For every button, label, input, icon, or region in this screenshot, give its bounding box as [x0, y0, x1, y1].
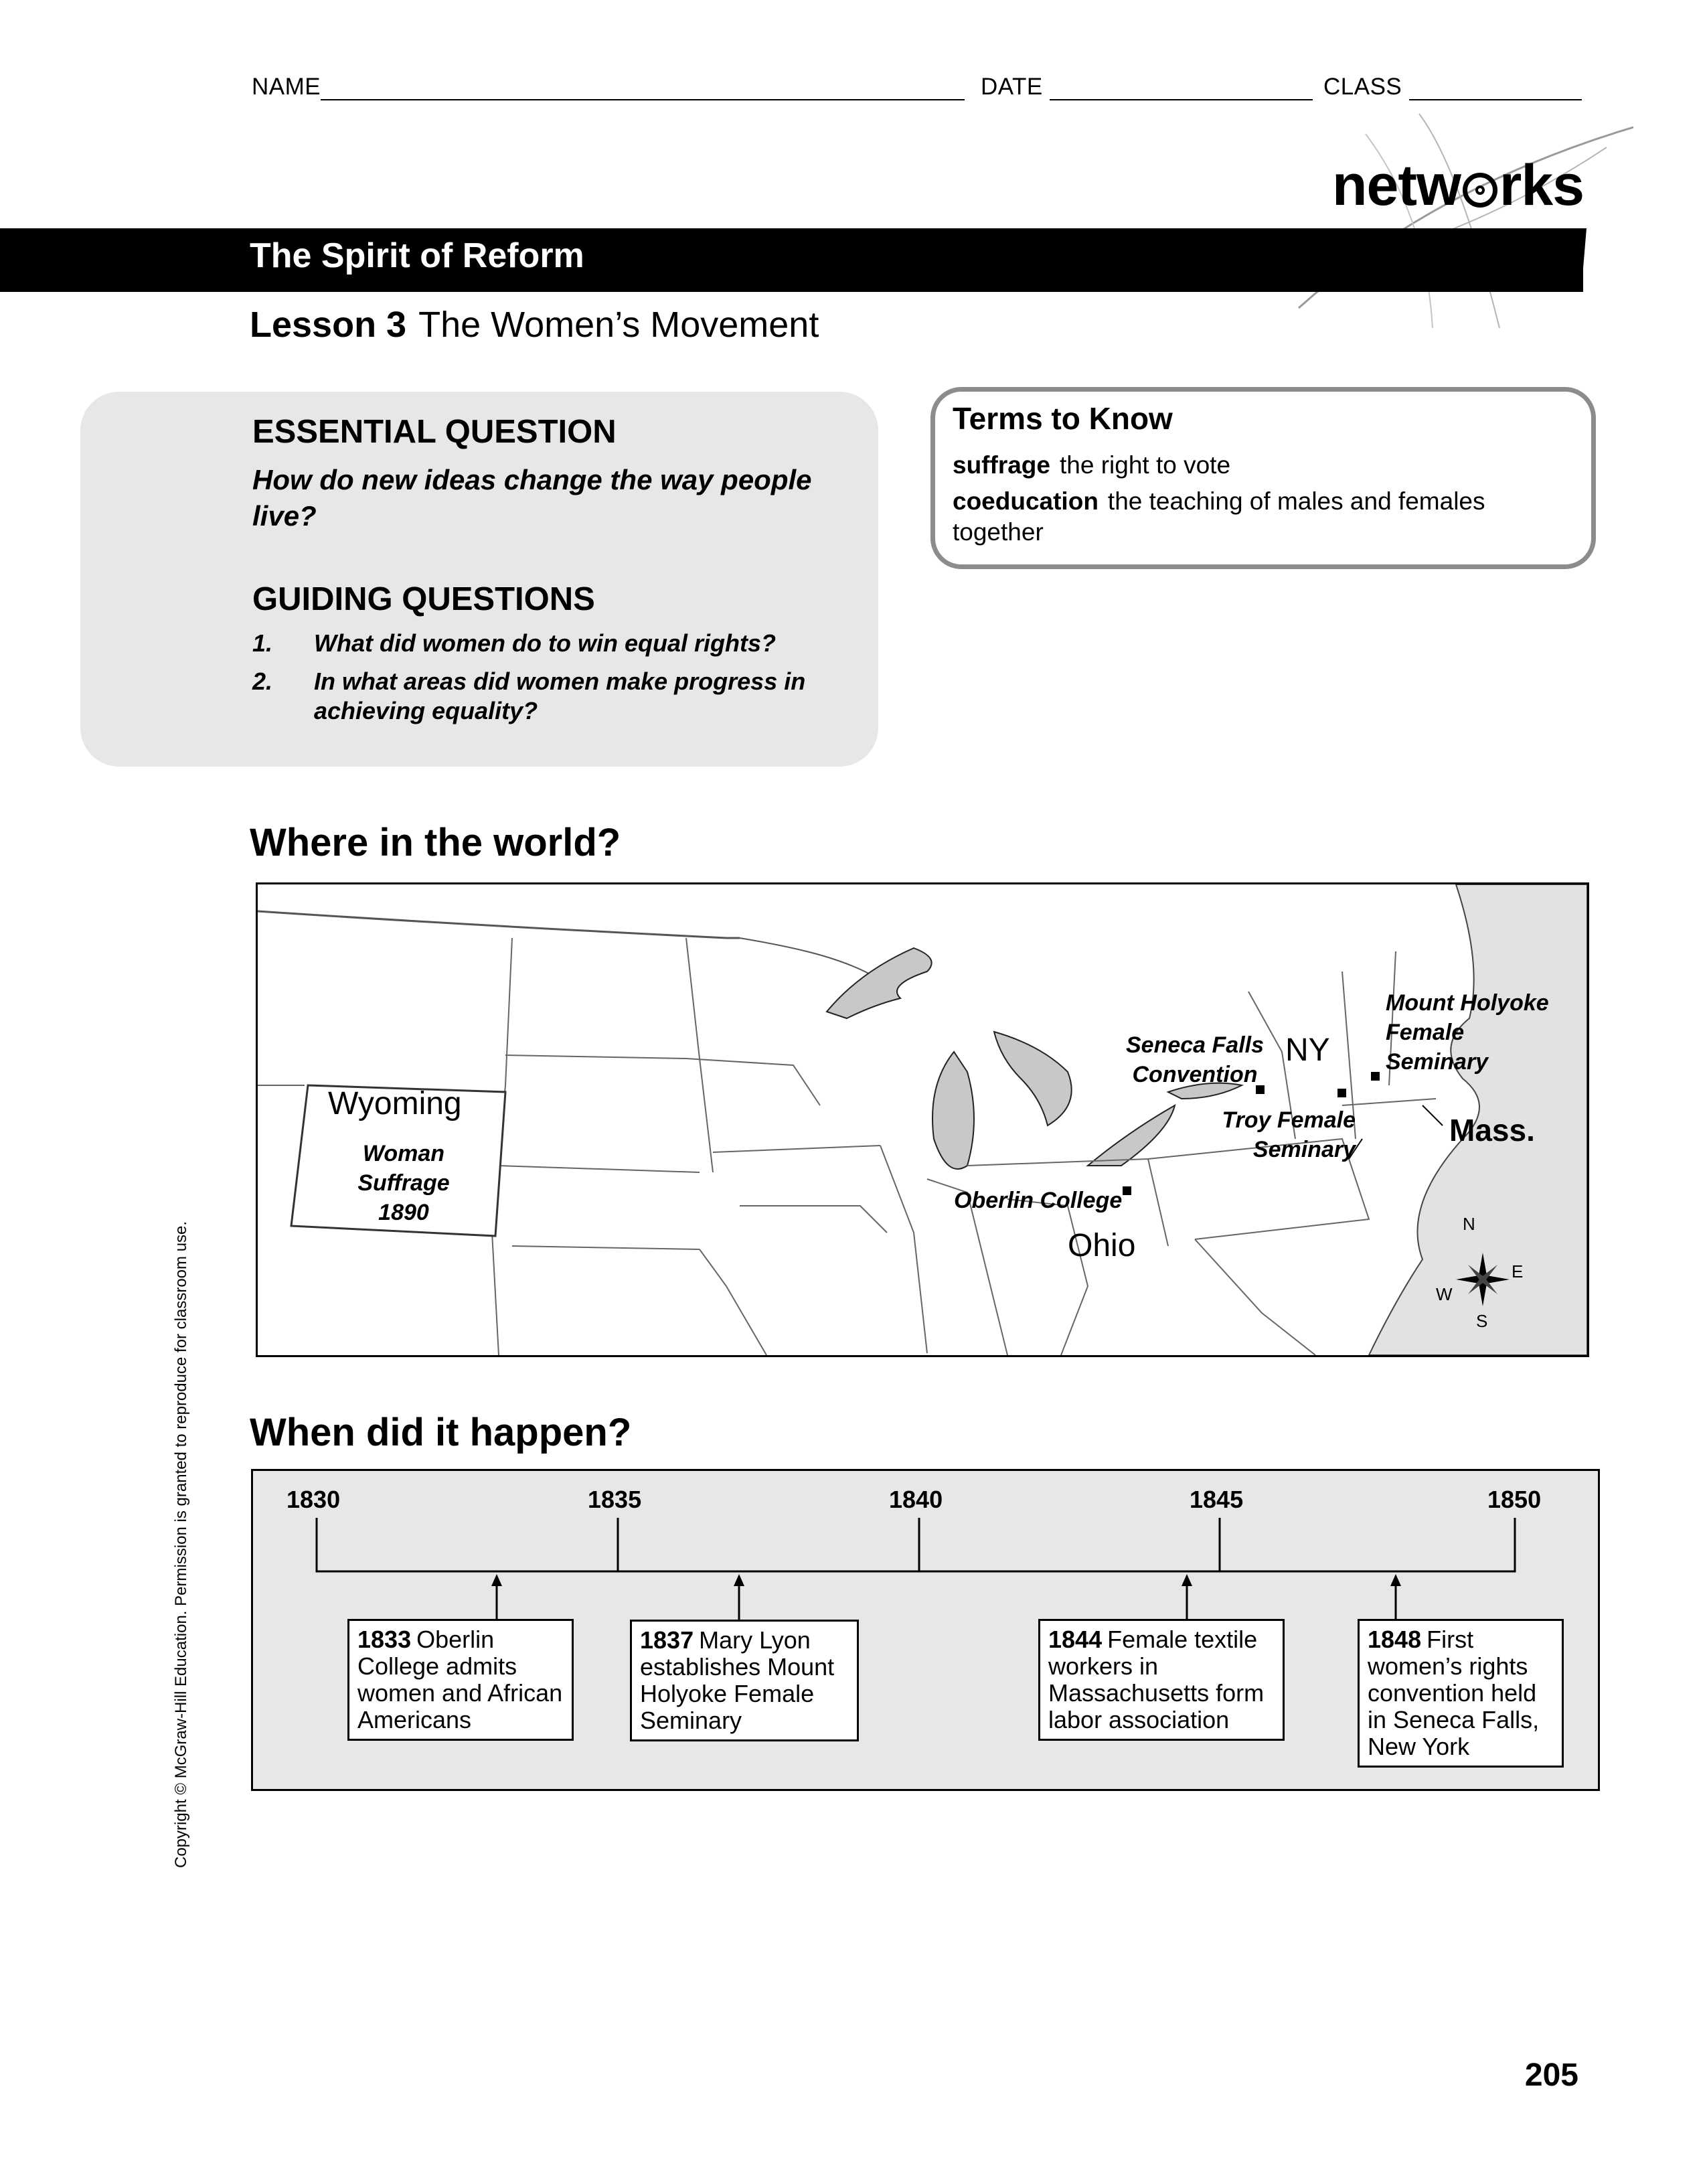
- seneca-falls-label: Seneca Falls Convention: [1125, 1032, 1264, 1087]
- lesson-number: Lesson 3: [250, 305, 407, 345]
- compass-n: N: [1463, 1214, 1475, 1234]
- chapter-banner: [0, 228, 1583, 292]
- name-label: NAME: [252, 74, 321, 100]
- banner-slant: [1573, 228, 1587, 292]
- timeline-year-1845: 1845: [1190, 1486, 1244, 1513]
- term-suffrage: suffrage the right to vote: [953, 451, 1231, 479]
- class-line[interactable]: [1409, 75, 1582, 100]
- mount-holyoke-label: Mount Holyoke Female Seminary: [1386, 990, 1549, 1075]
- arrow-up-icon: [734, 1574, 744, 1586]
- class-field[interactable]: [1323, 74, 1582, 100]
- essential-question-heading: ESSENTIAL QUESTION: [252, 414, 617, 450]
- chapter-title: The Spirit of Reform: [250, 236, 584, 275]
- timeline-year-1850: 1850: [1487, 1486, 1542, 1513]
- copyright-notice: Copyright © McGraw-Hill Education. Permission is granted to reproduce for classroom use.: [172, 1221, 190, 1868]
- oberlin-label: Oberlin College: [954, 1188, 1123, 1213]
- mass-label: Mass.: [1449, 1113, 1535, 1148]
- name-line[interactable]: [321, 75, 965, 100]
- term-coeducation: coeducation the teaching of males and females together: [953, 487, 1485, 546]
- wyoming-suffrage-note: Woman Suffrage 1890: [357, 1141, 450, 1225]
- compass-s: S: [1476, 1311, 1488, 1331]
- arrow-up-icon: [1390, 1574, 1401, 1586]
- timeline-event-1837: 1837 Mary Lyon establishes Mount Holyoke Female Seminary: [630, 1620, 859, 1741]
- terms-title: Terms to Know: [953, 401, 1173, 436]
- page-number: 205: [1524, 2057, 1578, 2093]
- date-field[interactable]: [981, 74, 1313, 100]
- holyoke-leader-line: [1422, 1105, 1443, 1125]
- arrow-up-icon: [491, 1574, 502, 1586]
- timeline-year-1830: 1830: [287, 1486, 341, 1513]
- mount-holyoke-marker: [1371, 1072, 1380, 1081]
- date-line[interactable]: [1050, 75, 1313, 100]
- date-label: DATE: [981, 74, 1043, 100]
- lesson-heading: [250, 304, 819, 345]
- networks-logo: netw rks: [1331, 153, 1584, 218]
- timeline-event-1833: 1833 Oberlin College admits women and African Americans: [347, 1619, 574, 1741]
- troy-seminary-label: Troy Female Seminary: [1222, 1107, 1356, 1162]
- class-label: CLASS: [1323, 74, 1402, 100]
- ny-label: NY: [1285, 1032, 1330, 1068]
- logo-circle-icon: [1463, 173, 1497, 208]
- compass-w: W: [1436, 1284, 1453, 1304]
- timeline-year-1835: 1835: [588, 1486, 642, 1513]
- arrow-up-icon: [1182, 1574, 1192, 1586]
- timeline-year-1840: 1840: [889, 1486, 943, 1513]
- timeline-event-1844: 1844 Female textile workers in Massachusetts form labor association: [1038, 1619, 1285, 1741]
- wyoming-label: Wyoming: [328, 1086, 462, 1121]
- name-field[interactable]: [252, 74, 965, 100]
- essential-question-text: How do new ideas change the way people live?: [252, 464, 812, 532]
- ohio-label: Ohio: [1068, 1228, 1136, 1263]
- lesson-title: The Women’s Movement: [418, 305, 819, 345]
- oberlin-marker: [1123, 1186, 1131, 1195]
- troy-seminary-marker: [1337, 1089, 1346, 1097]
- compass-e: E: [1512, 1261, 1524, 1281]
- guiding-questions-heading: GUIDING QUESTIONS: [252, 581, 595, 617]
- map: [256, 882, 1589, 1357]
- timeline-event-1848: 1848 First women’s rights convention held in Seneca Falls, New York: [1358, 1619, 1564, 1768]
- map-heading: Where in the world?: [250, 821, 621, 864]
- timeline-heading: When did it happen?: [250, 1411, 632, 1454]
